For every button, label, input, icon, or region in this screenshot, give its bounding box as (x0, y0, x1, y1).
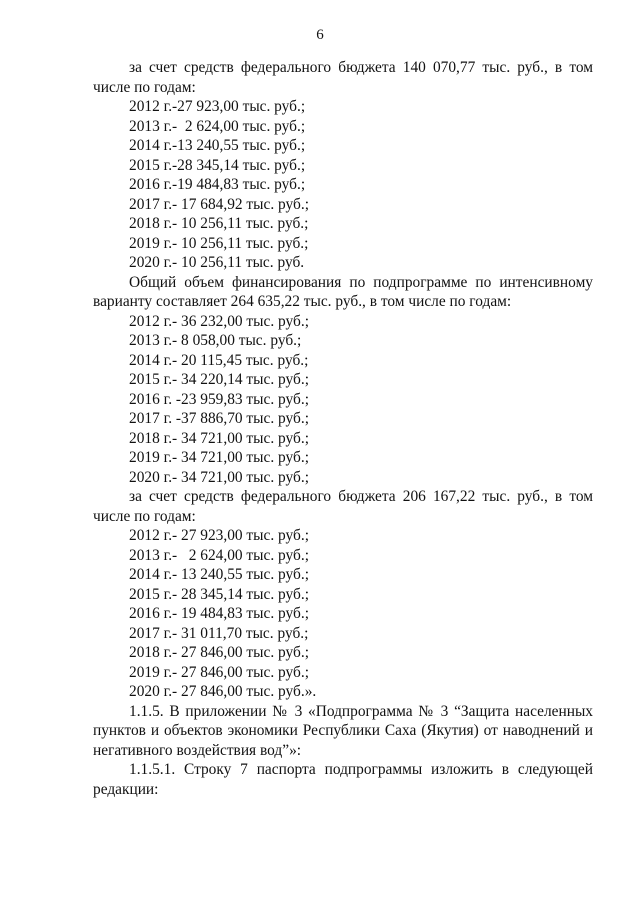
list-item: 2015 г.-28 345,14 тыс. руб.; (129, 156, 306, 174)
list-item: 2019 г.- 27 846,00 тыс. руб.; (129, 663, 309, 681)
list-item: 2020 г.- 10 256,11 тыс. руб. (129, 254, 305, 271)
list-item: 2018 г.- 34 721,00 тыс. руб.; (129, 429, 309, 447)
list-item: 2018 г.- 27 846,00 тыс. руб.; (129, 644, 309, 661)
list-item: 2013 г.- 2 624,00 тыс. руб.; (129, 117, 306, 135)
page-number: 6 (316, 27, 324, 43)
list-item: 2014 г.- 20 115,45 тыс. руб.; (129, 351, 309, 369)
list-item: 2017 г.- 31 011,70 тыс. руб.; (129, 624, 309, 642)
federal-budget-paragraph: за счет средств федерального бюджета 140 070,77 тыс. руб., в том числе по годам: (93, 59, 593, 96)
list-item: 2016 г. -23 959,83 тыс. руб.; (129, 390, 309, 408)
list-item: 2013 г.- 8 058,00 тыс. руб.; (129, 332, 302, 349)
federal-budget-intensive-paragraph: за счет средств федерального бюджета 206 167,22 тыс. руб., в том числе по годам: (93, 488, 593, 525)
federal-budget-year-list (93, 97, 593, 273)
list-item: 2020 г.- 27 846,00 тыс. руб.». (129, 683, 317, 700)
list-item: 2012 г.-27 923,00 тыс. руб.; (129, 98, 306, 115)
total-financing-paragraph: Общий объем финансирования по подпрограмме по интенсивному варианту составляет 264 635,22 тыс. руб., в том числе по годам: (93, 273, 593, 310)
list-item: 2018 г.- 10 256,11 тыс. руб.; (129, 215, 309, 232)
document-body (93, 58, 593, 799)
total-financing-year-list (93, 312, 593, 488)
list-item: 2017 г.- 17 684,92 тыс. руб.; (129, 195, 309, 213)
list-item: 2015 г.- 28 345,14 тыс. руб.; (129, 585, 309, 603)
clause-1-1-5: 1.1.5. В приложении № 3 «Подпрограмма № 3 “Защита населенных пунктов и объектов экономики Республики Саха (Якутия) от наводнений и негативного воздействия вод”»: (93, 702, 593, 759)
clause-1-1-5-1: 1.1.5.1. Строку 7 паспорта подпрограммы изложить в следующей редакции: (93, 761, 593, 798)
list-item: 2014 г.-13 240,55 тыс. руб.; (129, 137, 306, 154)
list-item: 2019 г.- 10 256,11 тыс. руб.; (129, 234, 309, 252)
federal-budget-intensive-year-list (93, 526, 593, 702)
list-item: 2017 г. -37 886,70 тыс. руб.; (129, 410, 309, 427)
list-item: 2012 г.- 36 232,00 тыс. руб.; (129, 312, 309, 330)
list-item: 2012 г.- 27 923,00 тыс. руб.; (129, 527, 309, 544)
list-item: 2016 г.-19 484,83 тыс. руб.; (129, 176, 306, 193)
list-item: 2014 г.- 13 240,55 тыс. руб.; (129, 566, 309, 583)
list-item: 2019 г.- 34 721,00 тыс. руб.; (129, 449, 309, 466)
list-item: 2016 г.- 19 484,83 тыс. руб.; (129, 605, 309, 622)
list-item: 2020 г.- 34 721,00 тыс. руб.; (129, 468, 309, 486)
list-item: 2013 г.- 2 624,00 тыс. руб.; (129, 546, 309, 564)
list-item: 2015 г.- 34 220,14 тыс. руб.; (129, 371, 309, 388)
